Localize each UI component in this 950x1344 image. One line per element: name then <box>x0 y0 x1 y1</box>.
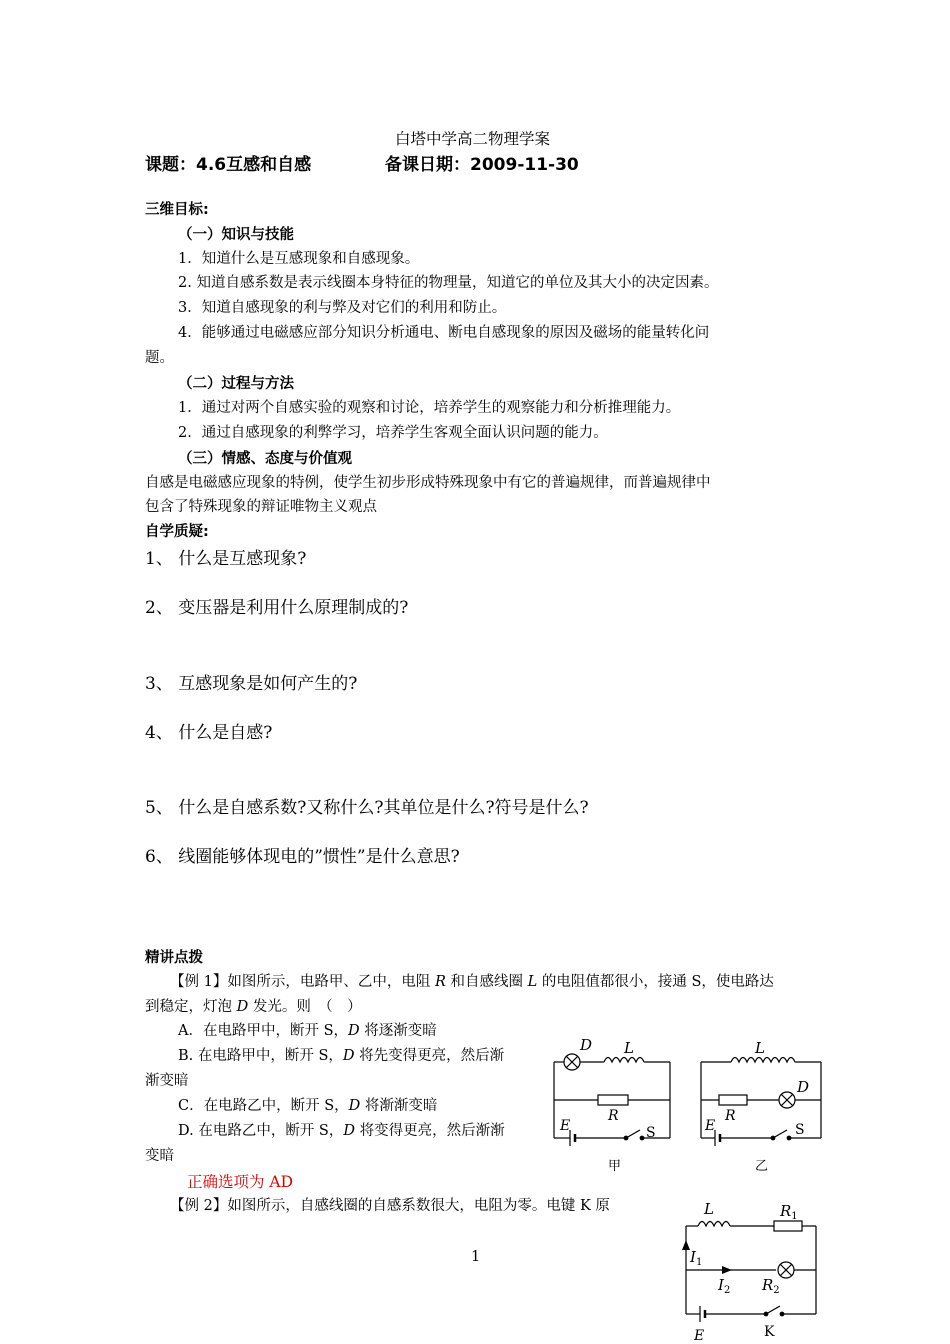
option-c <box>178 1096 437 1116</box>
example1-text-b: 和自感线圈 <box>445 974 528 990</box>
knowledge-item-1: 1．知道什么是互感现象和自感现象。 <box>178 251 420 267</box>
var-l: L <box>527 974 538 990</box>
option-c-var: D <box>348 1098 361 1114</box>
self-study-title: 自学质疑: <box>145 524 209 540</box>
emotion-line-1: 自感是电磁感应现象的特例，使学生初步形成特殊现象中有它的普遍规律，而普遍规律中 <box>145 475 711 491</box>
emotion-heading: （三）情感、态度与价值观 <box>178 451 352 467</box>
label-r2-main: R <box>762 1276 774 1294</box>
lesson-date: 备课日期：2009-11-30 <box>385 155 579 175</box>
label-r1-sub: 1 <box>791 1211 798 1222</box>
label-r2 <box>761 1276 780 1296</box>
answer-text: 正确选项为 AD <box>187 1173 294 1191</box>
coil-symbol <box>731 1058 795 1063</box>
option-d-cont: 变暗 <box>145 1148 174 1164</box>
example1-text-c: 的电阻值都很小，接通 S，使电路达 <box>537 974 774 990</box>
knowledge-heading: （一）知识与技能 <box>178 227 294 243</box>
coil-symbol <box>604 1058 644 1063</box>
option-b <box>178 1046 504 1066</box>
knowledge-item-4-cont: 题。 <box>145 350 174 366</box>
process-item-2: 2．通过自感现象的利弊学习，培养学生客观全面认识问题的能力。 <box>178 425 608 441</box>
option-a-text: A．在电路甲中，断开 S， <box>178 1023 349 1039</box>
option-a-tail: 将逐渐变暗 <box>359 1023 437 1039</box>
option-d-tail: 将变得更亮，然后渐渐 <box>355 1123 505 1139</box>
arrow-i1 <box>682 1240 690 1250</box>
option-d-var: D <box>343 1123 356 1139</box>
option-b-tail: 将先变得更亮，然后渐 <box>354 1048 505 1064</box>
option-b-var: D <box>342 1048 355 1064</box>
option-a-var: D <box>348 1023 360 1039</box>
resistor-symbol <box>719 1095 747 1105</box>
option-c-tail: 将渐渐变暗 <box>360 1098 438 1114</box>
question-4: 4、 什么是自感? <box>145 723 273 743</box>
circuit-example2 <box>670 1196 830 1344</box>
option-d <box>178 1121 505 1141</box>
option-b-text: B. 在电路甲中，断开 S， <box>178 1048 343 1064</box>
arrow-i2 <box>722 1266 732 1274</box>
goals-title: 三维目标: <box>145 202 209 218</box>
knowledge-item-4: 4．能够通过电磁感应部分知识分析通电、断电自感现象的原因及磁场的能量转化问 <box>178 325 710 341</box>
var-r: R <box>434 974 446 990</box>
circuit-jia <box>548 1030 678 1180</box>
example1-text-d: 到稳定，灯泡 <box>145 999 237 1015</box>
label-i1 <box>689 1248 702 1268</box>
label-r1 <box>779 1202 798 1222</box>
label-resistor-r: R <box>725 1108 736 1124</box>
resistor-symbol <box>598 1095 628 1105</box>
label-switch-k: K <box>764 1324 775 1340</box>
coil-symbol <box>698 1222 730 1227</box>
label-coil-l: L <box>704 1200 714 1218</box>
label-switch-s: S <box>646 1125 656 1141</box>
label-resistor-r: R <box>608 1108 619 1124</box>
question-1: 1、 什么是互感现象? <box>145 549 307 569</box>
caption-yi: 乙 <box>755 1159 769 1174</box>
question-5: 5、 什么是自感系数?又称什么?其单位是什么?符号是什么? <box>145 798 589 818</box>
process-item-1: 1．通过对两个自感实验的观察和讨论，培养学生的观察能力和分析推理能力。 <box>178 400 681 416</box>
example1-line2 <box>145 997 362 1017</box>
circuit-yi <box>695 1030 830 1180</box>
label-i2-main: I <box>718 1276 724 1294</box>
label-switch-s: S <box>795 1122 805 1138</box>
label-i1-sub: 1 <box>695 1257 703 1268</box>
label-lamp-d: D <box>797 1078 810 1096</box>
label-battery-e: E <box>560 1118 571 1134</box>
caption-jia: 甲 <box>608 1159 622 1174</box>
label-r1-main: R <box>780 1202 792 1220</box>
example1-line1 <box>170 972 774 992</box>
option-b-cont: 渐变暗 <box>145 1073 189 1089</box>
label-r2-sub: 2 <box>773 1285 780 1296</box>
page-number: 1 <box>471 1249 481 1265</box>
label-battery-e: E <box>705 1118 716 1134</box>
emotion-line-2: 包含了特殊现象的辩证唯物主义观点 <box>145 499 377 515</box>
knowledge-item-2: 2. 知道自感系数是表示线圈本身特征的物理量，知道它的单位及其大小的决定因素。 <box>178 275 719 291</box>
example1-text-a: 【例 1】如图所示，电路甲、乙中，电阻 <box>170 974 435 990</box>
option-a <box>178 1021 437 1041</box>
question-6: 6、 线圈能够体现电的”惯性”是什么意思? <box>145 847 460 867</box>
option-c-text: C．在电路乙中，断开 S， <box>178 1098 349 1114</box>
example2-line1: 【例 2】如图所示，自感线圈的自感系数很大，电阻为零。电键 K 原 <box>170 1198 610 1214</box>
school-title: 白塔中学高二物理学案 <box>395 130 551 148</box>
label-lamp-d: D <box>580 1036 593 1054</box>
knowledge-item-3: 3．知道自感现象的利与弊及对它们的利用和防止。 <box>178 300 507 316</box>
label-coil-l: L <box>755 1039 765 1057</box>
question-3: 3、 互感现象是如何产生的? <box>145 674 358 694</box>
label-coil-l: L <box>624 1039 634 1057</box>
question-2: 2、 变压器是利用什么原理制成的? <box>145 598 409 618</box>
label-i2-sub: 2 <box>723 1285 731 1296</box>
label-i2 <box>717 1276 730 1296</box>
var-d: D <box>236 999 249 1015</box>
process-heading: （二）过程与方法 <box>178 376 294 392</box>
resistor-symbol <box>774 1221 802 1231</box>
option-d-text: D. 在电路乙中，断开 S， <box>178 1123 344 1139</box>
lecture-title: 精讲点拨 <box>145 950 203 966</box>
label-i1-main: I <box>690 1248 696 1266</box>
lesson-topic: 课题：4.6互感和自感 <box>145 155 312 175</box>
example1-text-e: 发光。则 （ ） <box>248 999 362 1015</box>
label-battery-e: E <box>694 1328 705 1344</box>
